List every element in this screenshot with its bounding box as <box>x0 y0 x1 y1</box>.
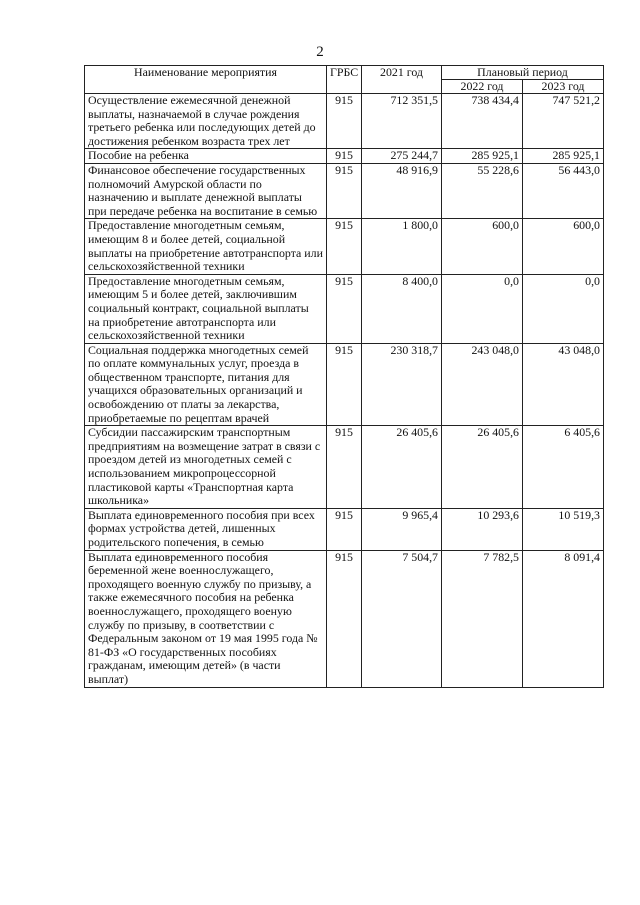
row-2023: 10 519,3 <box>523 508 604 550</box>
row-2022: 285 925,1 <box>442 149 523 164</box>
row-name: Осуществление ежемесячной денежной выплаты, назначаемой в случае рождения третьего ребенка или последующих детей до достижения ребенком возраста трех лет <box>85 94 327 149</box>
row-2023: 747 521,2 <box>523 94 604 149</box>
row-2023: 285 925,1 <box>523 149 604 164</box>
row-2021: 8 400,0 <box>362 274 442 343</box>
header-grbs: ГРБС <box>327 66 362 94</box>
table-row <box>85 426 604 509</box>
header-2023: 2023 год <box>523 80 604 94</box>
table-row <box>85 149 604 164</box>
row-grbs: 915 <box>327 426 362 509</box>
row-name: Предоставление многодетным семьям, имеющим 8 и более детей, социальной выплаты на приобретение автотранспорта или сельскохозяйственной техники <box>85 219 327 274</box>
table-row <box>85 508 604 550</box>
row-2021: 712 351,5 <box>362 94 442 149</box>
row-2021: 230 318,7 <box>362 343 442 426</box>
table-row <box>85 94 604 149</box>
row-2023: 600,0 <box>523 219 604 274</box>
row-grbs: 915 <box>327 94 362 149</box>
row-2021: 26 405,6 <box>362 426 442 509</box>
row-2021: 275 244,7 <box>362 149 442 164</box>
row-2021: 9 965,4 <box>362 508 442 550</box>
table-row <box>85 550 604 687</box>
header-name: Наименование мероприятия <box>85 66 327 94</box>
row-grbs: 915 <box>327 274 362 343</box>
row-2023: 43 048,0 <box>523 343 604 426</box>
header-2021: 2021 год <box>362 66 442 94</box>
row-2023: 6 405,6 <box>523 426 604 509</box>
header-2022: 2022 год <box>442 80 523 94</box>
row-name: Предоставление многодетным семьям, имеющим 5 и более детей, заключившим социальный контракт, социальной выплаты на приобретение автотранспорта или сельскохозяйственной техники <box>85 274 327 343</box>
table-row <box>85 219 604 274</box>
row-grbs: 915 <box>327 508 362 550</box>
row-2022: 55 228,6 <box>442 163 523 218</box>
row-2022: 26 405,6 <box>442 426 523 509</box>
row-grbs: 915 <box>327 219 362 274</box>
row-2022: 738 434,4 <box>442 94 523 149</box>
row-name: Выплата единовременного пособия беременной жене военнослужащего, проходящего военную службу по призыву, а также ежемесячного пособия на ребенка военнослужащего, проходящего военую службу по призыву, в соответствии с Федеральным законом от 19 мая 1995 года № 81-ФЗ «О государственных пособиях гражданам, имеющим детей» (в части выплат) <box>85 550 327 687</box>
page-number: 2 <box>316 44 324 60</box>
row-2022: 600,0 <box>442 219 523 274</box>
table-row <box>85 343 604 426</box>
row-2022: 243 048,0 <box>442 343 523 426</box>
row-name: Выплата единовременного пособия при всех формах устройства детей, лишенных родительского попечения, в семью <box>85 508 327 550</box>
row-2021: 7 504,7 <box>362 550 442 687</box>
row-grbs: 915 <box>327 149 362 164</box>
row-2022: 0,0 <box>442 274 523 343</box>
row-name: Субсидии пассажирским транспортным предприятиям на возмещение затрат в связи с проездом детей из многодетных семей с использованием микропроцессорной пластиковой карты «Транспортная карта школьника» <box>85 426 327 509</box>
row-2023: 0,0 <box>523 274 604 343</box>
row-name: Пособие на ребенка <box>85 149 327 164</box>
row-name: Социальная поддержка многодетных семей по оплате коммунальных услуг, проезда в общественном транспорте, питания для учащихся образовательных организаций и освобождению от платы за лекарства, приобретаемые по рецептам врачей <box>85 343 327 426</box>
table-row <box>85 274 604 343</box>
row-grbs: 915 <box>327 550 362 687</box>
row-2021: 1 800,0 <box>362 219 442 274</box>
row-2022: 10 293,6 <box>442 508 523 550</box>
row-name: Финансовое обеспечение государственных полномочий Амурской области по назначению и выплате денежной выплаты при передаче ребенка на воспитание в семью <box>85 163 327 218</box>
expenditure-table <box>84 65 604 688</box>
row-grbs: 915 <box>327 343 362 426</box>
row-grbs: 915 <box>327 163 362 218</box>
row-2021: 48 916,9 <box>362 163 442 218</box>
row-2022: 7 782,5 <box>442 550 523 687</box>
header-planned-period: Плановый период <box>442 66 604 80</box>
row-2023: 56 443,0 <box>523 163 604 218</box>
table-row <box>85 163 604 218</box>
row-2023: 8 091,4 <box>523 550 604 687</box>
